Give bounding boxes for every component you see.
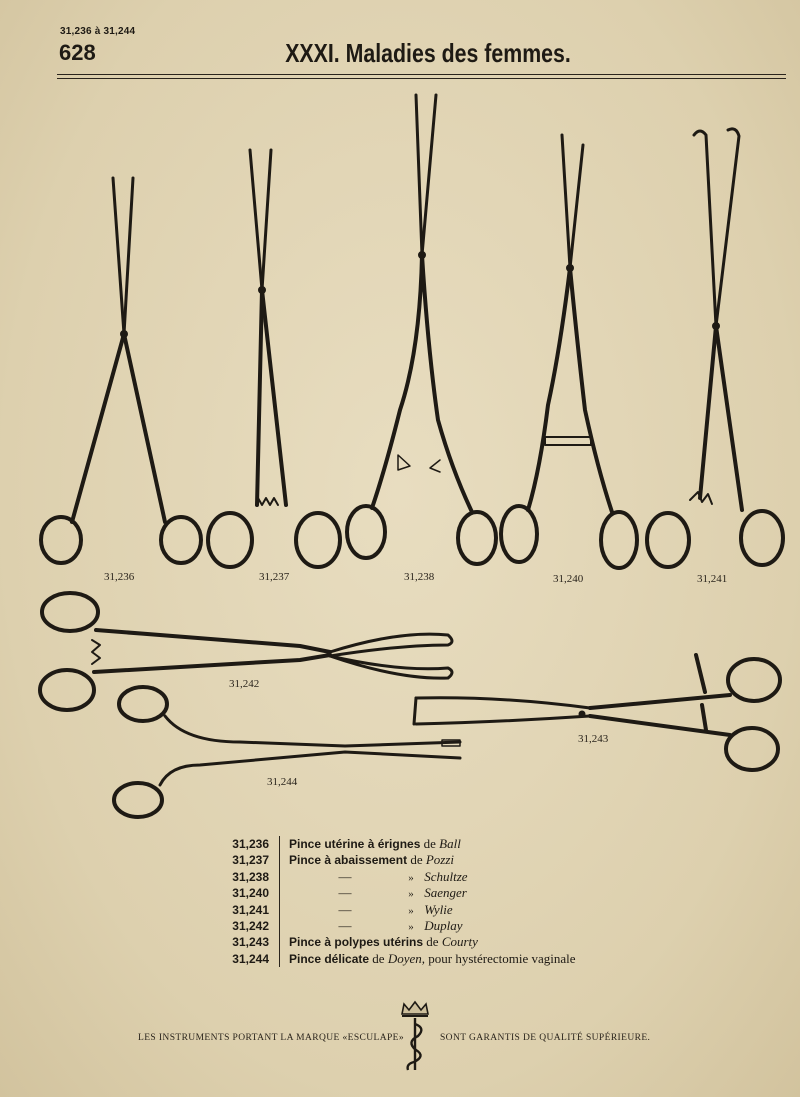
item-name: Pince utérine à érignes: [289, 837, 421, 851]
item-description: [289, 852, 454, 868]
legend-separator: [279, 836, 280, 852]
legend-separator: [279, 869, 280, 885]
footer-text-right: SONT GARANTIS DE QUALITÉ SUPÉRIEURE.: [440, 1033, 651, 1043]
item-number: 31,238: [232, 869, 269, 884]
item-author: Pozzi: [425, 852, 455, 868]
item-name: Pince à polypes utérins: [289, 935, 424, 950]
ditto-dash: —: [338, 885, 352, 901]
legend-row: [222, 934, 478, 950]
item-prep: de: [426, 934, 439, 950]
item-author: Wylie: [424, 901, 453, 917]
item-author: Doyen,: [387, 950, 426, 966]
item-description: [289, 902, 453, 919]
legend-separator: [279, 852, 280, 868]
page-number: 628: [59, 40, 96, 65]
forceps-31242-illustration: [40, 593, 452, 710]
ditto-mark: »: [408, 920, 414, 933]
page-range: 31,236 à 31,244: [60, 26, 136, 37]
item-author: Saenger: [424, 885, 467, 901]
item-number: 31,236: [232, 837, 269, 851]
forceps-31241-illustration: [647, 129, 783, 567]
legend-table: [222, 836, 576, 967]
item-name: Pince à abaissement: [289, 853, 408, 868]
legend-separator: [279, 934, 280, 950]
forceps-31236-illustration: [41, 178, 201, 563]
legend-row: [222, 868, 468, 885]
forceps-31237-illustration: [208, 150, 340, 567]
figure-label: 31,242: [229, 678, 260, 690]
item-number: 31,240: [232, 886, 269, 901]
page-title: XXXI. Maladies des femmes.: [285, 38, 571, 68]
forceps-31238-illustration: [347, 95, 496, 564]
ditto-mark: »: [408, 888, 414, 901]
legend-separator: [279, 885, 280, 901]
item-author: Schultze: [424, 868, 468, 884]
item-number: 31,242: [232, 918, 269, 933]
figure-label: 31,238: [404, 571, 435, 583]
legend-row: [222, 901, 453, 918]
ditto-dash: —: [338, 868, 352, 884]
figure-label: 31,243: [578, 733, 609, 745]
legend-separator: [279, 902, 280, 918]
ditto-mark: »: [408, 904, 414, 917]
ditto-mark: »: [408, 871, 414, 884]
item-author: Duplay: [424, 917, 463, 933]
item-description: [289, 836, 461, 852]
forceps-31243-illustration: [414, 655, 780, 770]
item-description: [289, 934, 478, 950]
esculape-emblem-icon: [394, 1000, 436, 1072]
item-description: [289, 869, 468, 886]
item-prep: de: [423, 836, 436, 851]
legend-separator: [279, 918, 280, 934]
ditto-dash: —: [338, 901, 352, 917]
item-number: 31,244: [232, 951, 269, 966]
item-extra: pour hystérectomie vaginale: [428, 950, 576, 966]
item-description: [289, 951, 576, 967]
ditto-dash: —: [338, 917, 352, 933]
figure-label: 31,237: [259, 571, 290, 583]
item-number: 31,243: [232, 935, 269, 950]
figure-label: 31,240: [553, 573, 584, 585]
item-prep: de: [410, 852, 423, 868]
legend-row: [222, 917, 463, 934]
legend-separator: [279, 951, 280, 967]
item-author: Courty: [441, 934, 478, 950]
item-number: 31,241: [232, 902, 269, 917]
item-description: [289, 918, 463, 935]
item-prep: de: [372, 950, 385, 966]
item-author: Ball: [439, 836, 461, 851]
legend-row: [222, 950, 576, 967]
item-description: [289, 885, 467, 902]
forceps-31240-illustration: [501, 135, 637, 568]
footer-text-left: LES INSTRUMENTS PORTANT LA MARQUE «ESCULAPE»: [138, 1033, 405, 1043]
figure-label: 31,241: [697, 573, 728, 585]
item-number: 31,237: [232, 853, 269, 868]
legend-row: [222, 836, 461, 852]
legend-row: [222, 852, 455, 868]
forceps-31244-illustration: [114, 687, 460, 817]
legend-row: [222, 885, 467, 901]
figure-label: 31,236: [104, 571, 135, 583]
figure-label: 31,244: [267, 776, 298, 788]
item-name: Pince délicate: [289, 951, 370, 966]
